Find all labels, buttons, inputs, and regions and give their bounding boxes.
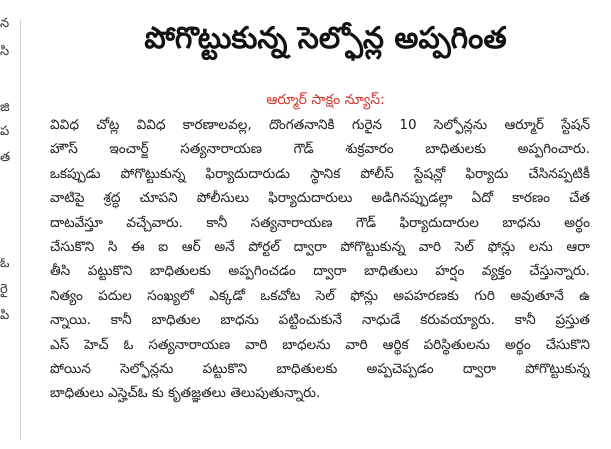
side-fragment-text: ఓ <box>0 256 10 271</box>
column-divider <box>20 20 21 440</box>
side-fragment-text: పి <box>0 308 10 323</box>
article-line: న్నాయి. కానీ బాధితుల బాధను పట్టించుకునే నాధుడే కరువయ్యారు. కానీ ప్రస్తుత <box>50 312 590 329</box>
adjacent-column-fragment <box>0 0 20 449</box>
article-line: వివిధ చోట్ల వివిధ కారణాలవల్ల, దొంగతనానికి గురైన 10 సెల్ఫోన్లను ఆర్మూర్ స్టేషన్ <box>50 117 590 133</box>
side-fragment-text: రై <box>0 282 8 297</box>
side-fragment-text: సి <box>0 44 10 59</box>
side-fragment-text: త <box>0 150 11 165</box>
article-line: తీసి పట్టుకొని బాధితులకు అప్పగించడం ద్వారా బాధితులు హర్షం వ్యక్తం చేస్తున్నారు. <box>50 263 590 280</box>
article-line: చేసుకొని సి ఈ ఐ ఆర్ అనే పోర్టల్ ద్వారా పోగొట్టుకున్న వారి సెల్ ఫోన్లు లను ఆరా <box>50 239 590 256</box>
article-line: బాధితులు ఎస్హెచ్ఓ కు కృతజ్ఞతలు తెలుపుతున్నారు. <box>50 385 321 402</box>
article-line: ఒకప్పుడు పోగొట్టుకున్న ఫిర్యాదుదారుడు స్థానిక పోలీస్ స్టేషన్లో ఫిర్యాదు చేసినప్పటికీ <box>50 165 590 182</box>
article-body <box>50 113 590 406</box>
headline: పోగొట్టుకున్న సెల్ఫోన్ల అప్పగింత <box>144 21 507 56</box>
byline: ఆర్మూర్ సాక్షం న్యూస్: <box>266 92 385 108</box>
article-line: దాటవేస్తూ వచ్చేవారు. కానీ సత్యనారాయణ గౌడ్ ఫిర్యాదుదారుల బాధను అర్థం <box>50 214 590 231</box>
article-line: పోయిన సెల్ఫోన్లను పట్టుకొని బాధితులకు అప్పచెప్పడం ద్వారా పోగొట్టుకున్న <box>50 361 590 378</box>
side-fragment-text: జి <box>0 100 10 115</box>
article-line: ఎస్ హెచ్ ఓ సత్యనారాయణ వారి బాధలను వారి ఆర్థిక పరిస్థితులను అర్థం చేసుకొని <box>50 336 590 353</box>
article-line: హౌస్ ఇంచార్జ్ సత్యనారాయణ గౌడ్ శుక్రవారం బాధితులకు అప్పగించారు. <box>50 141 590 158</box>
article-line: నిత్యం పదుల సంఖ్యలో ఎక్కడో ఒకచోట సెల్ ఫోన్లు అపహరణకు గురి అవుతూనే ఉ <box>50 287 590 304</box>
side-fragment-text: ప <box>0 124 10 139</box>
side-fragment-text: న <box>0 16 10 31</box>
article-line: వాటిపై శ్రద్ధ చూపని పోలీసులు ఫిర్యాదుదారులు అడిగినప్పుడల్లా ఏదో కారణం చేత <box>50 190 590 207</box>
